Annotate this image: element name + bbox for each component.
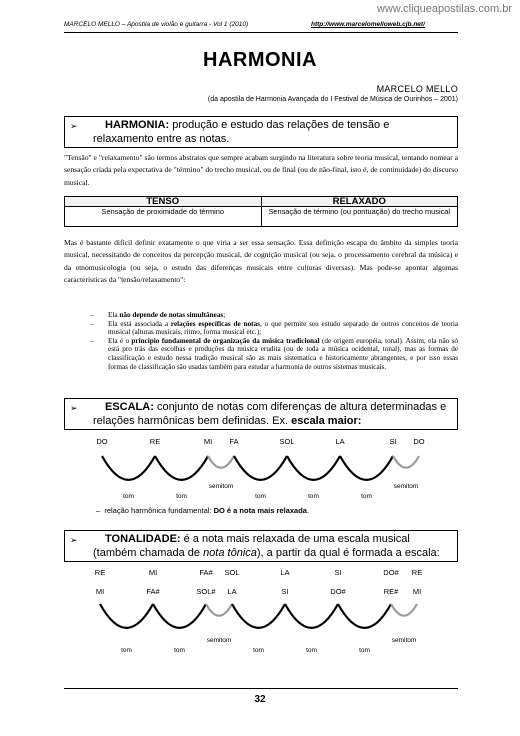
interval-label: tom: [123, 493, 134, 500]
table-cell-tenso: Sensação de proximidade do término: [65, 207, 262, 227]
note-label: DO: [413, 437, 425, 446]
tom-arc: [153, 604, 206, 628]
interval-label: tom: [306, 647, 317, 654]
note-label: RE: [94, 568, 106, 577]
interval-label: tom: [253, 647, 264, 654]
semitom-arc: [391, 604, 417, 616]
header-url[interactable]: http://www.marcelomelloweb.cjb.net/: [311, 21, 425, 28]
source-note: (da apostila de Harmonia Avançada do I Festival de Música de Ourinhos – 2001): [207, 96, 458, 103]
note-label: SI: [334, 568, 342, 577]
note-label: FA#: [199, 568, 213, 577]
interval-label: tom: [255, 493, 266, 500]
note-label: RE#: [383, 587, 399, 596]
note-label: SOL: [224, 568, 240, 577]
list-item: – Ela não depende de notas simultâneas;: [90, 311, 226, 319]
characteristics-list: [90, 311, 458, 371]
tom-arc: [232, 604, 285, 628]
note-label: DO#: [330, 587, 346, 596]
harmonia-definition: [65, 119, 451, 146]
note-label: LA: [280, 568, 290, 577]
harmonia-definition-box: [64, 116, 458, 148]
semitom-arc: [208, 456, 234, 468]
table-header-tenso: TENSO: [65, 197, 262, 207]
footer-rule: [64, 688, 458, 689]
arrow-bullet-icon: ➢: [70, 121, 78, 131]
note-label: DO#: [383, 568, 399, 577]
page-title: HARMONIA: [203, 49, 317, 71]
note-label: DO: [96, 437, 108, 446]
interval-label: tom: [308, 493, 319, 500]
intro-paragraph: "Tensão" e "relaxamento" são termos abstratos que sempre acabam surgindo na literatura sobre teoria musical, tentando nomear a sensação criada pela expectativa de "término" do trecho musical, ou de final (ou de não-final, isto é, de continuidade) do discurso musical.: [64, 153, 458, 187]
note-label: SI: [281, 587, 289, 596]
major-scale-diagram: [60, 432, 460, 504]
list-item: – Ela é o princípio fundamental de organização da música tradicional (de origem européia, tonal). Assim, ela não só está pro trás das escolhas e produções da música erudita (ou de toda a música ocidental, tonal), mas as formas de classificação e estudo nessa tradição musical são as mais sistematica e historicamente abrangentes, e por isso essas formas de classificação são usadas também para estudar a harmonia de outros sistemas musicais.: [90, 336, 458, 371]
tom-arc: [338, 604, 391, 628]
harmonia-term: HARMONIA:: [105, 119, 170, 131]
tom-arc: [340, 456, 393, 480]
interval-label: semitom: [208, 483, 234, 490]
tom-arc: [102, 456, 155, 480]
tonalidade-definition-box: [64, 530, 458, 562]
note-label: FA: [229, 437, 239, 446]
harmonic-relation-note: – relação harmônica fundamental: DO é a nota mais relaxada.: [96, 506, 310, 515]
interval-label: tom: [174, 647, 185, 654]
header-rule: [64, 32, 458, 33]
list-item: – Ela está associada a relações específicas de notas, o que permite seu estudo separado de outros conceitos de teoria musical (alturas musicais, ritmo, forma musical etc.);: [90, 319, 459, 337]
escala-definition: ESCALA: conjunto de notas com diferenças de altura determinadas e relações harmônicas bem definidas. Ex. escala maior:: [93, 401, 447, 427]
harmonia-text: produção e estudo das relações de tensão e relaxamento entre as notas.: [93, 119, 390, 145]
tom-arc: [234, 456, 287, 480]
interval-label: tom: [121, 647, 132, 654]
interval-label: tom: [359, 647, 370, 654]
escala-definition-box: [64, 398, 458, 430]
arrow-bullet-icon: ➢: [70, 403, 78, 413]
watermark: www.cliqueapostilas.com.br: [376, 3, 512, 15]
semitom-arc: [206, 604, 232, 616]
paragraph-two: Mas é bastante difícil definir exatamente o que viria a ser essa sensação. Essa definição escapa do âmbito da simples teoria musical, necessitando de conceitos da percepção musical, de cognição musical (ou seja, o processamento cerebral da música) e da etnomusicologia (ou seja, o estudo das diferenças musicais entre culturas diversas). Mas pode-se apontar algumas características da "tensão/relaxamento":: [64, 238, 458, 285]
tom-arc: [100, 604, 153, 628]
note-label: RE: [149, 437, 161, 446]
tom-arc: [287, 456, 340, 480]
interval-label: semitom: [391, 637, 417, 644]
note-label: SOL: [279, 437, 295, 446]
author: MARCELO MELLO: [376, 84, 458, 94]
page-number: 32: [254, 694, 266, 705]
table-cell-relaxado: Sensação de término (ou pontuação) do trecho musical: [261, 207, 458, 227]
interval-label: semitom: [206, 637, 232, 644]
tension-table: [64, 196, 458, 227]
note-label: SOL#: [196, 587, 216, 596]
note-label: SI: [389, 437, 397, 446]
header-left: MARCELO MELLO – Apostila de violão e guitarra - Vol 1 (2010): [64, 21, 249, 28]
escala-term: ESCALA:: [105, 401, 154, 413]
tom-arc: [155, 456, 208, 480]
note-label: LA: [335, 437, 345, 446]
note-label: FA#: [146, 587, 160, 596]
note-label: MI: [95, 587, 105, 596]
interval-label: semitom: [393, 483, 419, 490]
tonalidade-term: TONALIDADE:: [105, 533, 181, 545]
arrow-bullet-icon: ➢: [70, 535, 78, 545]
table-header-relaxado: RELAXADO: [261, 197, 458, 207]
tonality-scale-diagram: [60, 564, 460, 660]
interval-label: tom: [361, 493, 372, 500]
note-label: MI: [412, 587, 422, 596]
semitom-arc: [393, 456, 419, 468]
note-label: RE: [411, 568, 423, 577]
note-label: MI: [148, 568, 158, 577]
tonalidade-definition: TONALIDADE: é a nota mais relaxada de uma escala musical (também chamada de nota tônica), a partir da qual é formada a escala:: [93, 533, 440, 559]
note-label: MI: [203, 437, 213, 446]
interval-label: tom: [176, 493, 187, 500]
note-label: LA: [227, 587, 237, 596]
tom-arc: [285, 604, 338, 628]
